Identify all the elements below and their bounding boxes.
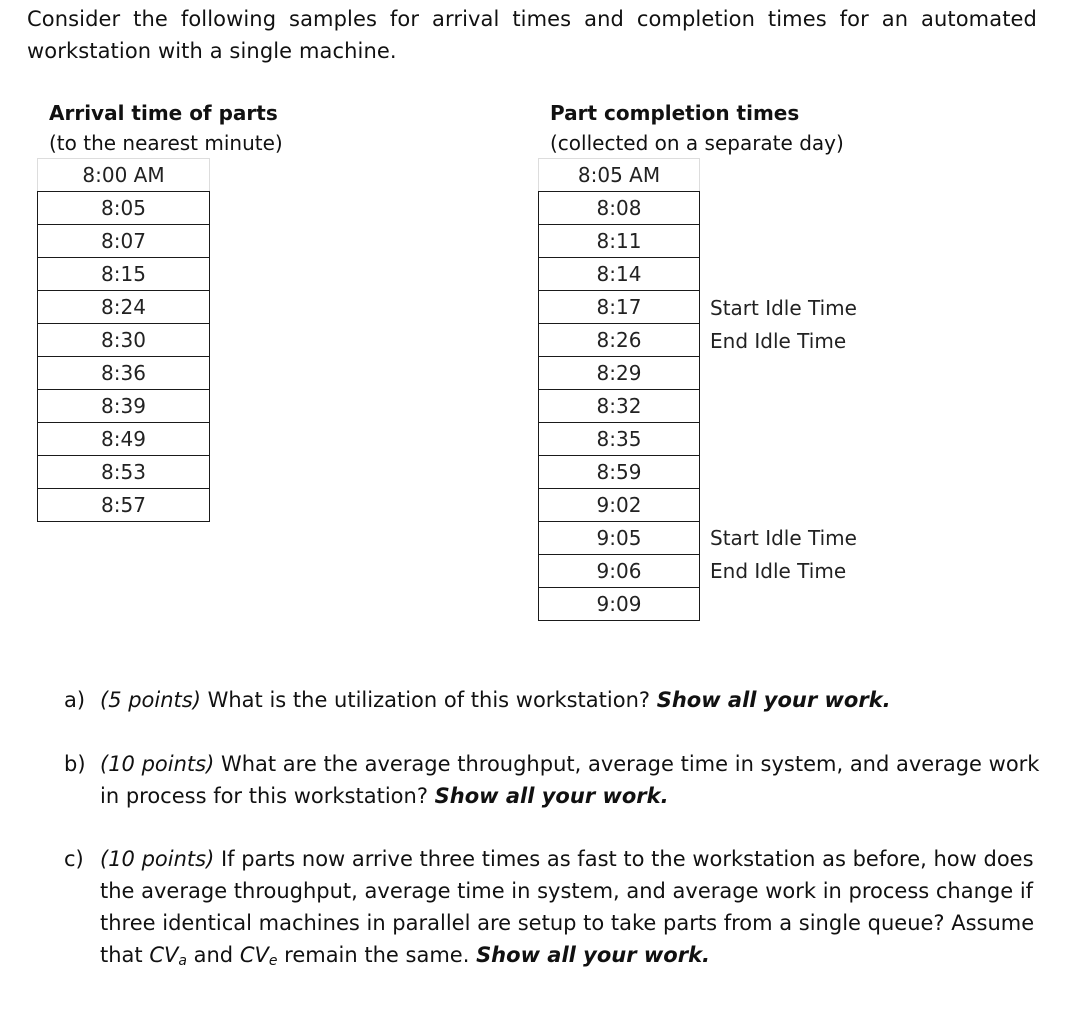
arrival-cell: 8:00 AM [38, 159, 210, 192]
completion-cell: 8:05 AM [539, 159, 700, 192]
table-row [38, 390, 210, 423]
completion-cell: 8:29 [539, 357, 700, 390]
question-points: (10 points) [100, 752, 215, 776]
table-row [539, 159, 700, 192]
arrival-cell: 8:05 [38, 192, 210, 225]
arrival-header [49, 98, 283, 158]
table-row [539, 192, 700, 225]
table-row [539, 390, 700, 423]
question-label: b) [64, 752, 86, 776]
table-row [539, 258, 700, 291]
cv-subscript: a [178, 953, 187, 969]
table-row [539, 291, 700, 324]
table-row [539, 522, 700, 555]
table-row [38, 159, 210, 192]
arrival-table [37, 158, 210, 522]
table-row [539, 225, 700, 258]
question-b [64, 748, 1040, 812]
completion-cell: 8:26 [539, 324, 700, 357]
completion-cell: 9:05 [539, 522, 700, 555]
table-row [539, 456, 700, 489]
table-row [539, 588, 700, 621]
table-row [38, 489, 210, 522]
question-points: (5 points) [100, 688, 201, 712]
end-idle-note: End Idle Time [710, 559, 847, 583]
question-text: What is the utilization of this workstation? [200, 688, 657, 712]
completion-cell: 8:59 [539, 456, 700, 489]
completion-cell: 8:14 [539, 258, 700, 291]
arrival-cell: 8:39 [38, 390, 210, 423]
completion-header [550, 98, 844, 158]
question-emphasis: Show all your work. [434, 784, 669, 808]
arrival-subtitle: (to the nearest minute) [49, 131, 283, 155]
arrival-cell: 8:53 [38, 456, 210, 489]
table-row [38, 324, 210, 357]
completion-cell: 8:35 [539, 423, 700, 456]
table-row [38, 225, 210, 258]
completion-cell: 8:11 [539, 225, 700, 258]
table-row [539, 555, 700, 588]
question-a [64, 684, 1040, 716]
completion-subtitle: (collected on a separate day) [550, 131, 844, 155]
question-emphasis: Show all your work. [476, 943, 711, 967]
end-idle-note: End Idle Time [710, 329, 847, 353]
completion-table [538, 158, 700, 621]
cv-symbol: CV [239, 943, 269, 967]
start-idle-note: Start Idle Time [710, 296, 857, 320]
table-row [539, 423, 700, 456]
question-emphasis: Show all your work. [656, 688, 891, 712]
arrival-cell: 8:30 [38, 324, 210, 357]
arrival-cell: 8:07 [38, 225, 210, 258]
question-label: a) [64, 688, 86, 712]
question-text: What are the average throughput, average time in system, and average work in process for this workstation? [100, 752, 1040, 808]
table-row [539, 324, 700, 357]
table-row [539, 489, 700, 522]
table-row [38, 357, 210, 390]
table-row [38, 192, 210, 225]
question-text: and [186, 943, 240, 967]
intro-paragraph: Consider the following samples for arrival times and completion times for an automated workstation with a single machine. [27, 7, 1037, 63]
start-idle-note: Start Idle Time [710, 526, 857, 550]
question-text: remain the same. [277, 943, 477, 967]
table-row [38, 423, 210, 456]
completion-title: Part completion times [550, 101, 800, 125]
completion-cell: 9:09 [539, 588, 700, 621]
cv-symbol: CV [149, 943, 179, 967]
completion-cell: 8:17 [539, 291, 700, 324]
completion-cell: 9:02 [539, 489, 700, 522]
arrival-cell: 8:57 [38, 489, 210, 522]
arrival-cell: 8:15 [38, 258, 210, 291]
question-text: If parts now arrive three times as fast to the workstation as before, how does the average throughput, average time in system, and average work in process change if three identical machines in parallel are setup to take parts from a single queue? Assume that [100, 847, 1035, 967]
arrival-cell: 8:36 [38, 357, 210, 390]
completion-cell: 8:08 [539, 192, 700, 225]
table-row [38, 258, 210, 291]
cv-subscript: e [268, 953, 278, 969]
table-row [539, 357, 700, 390]
arrival-cell: 8:24 [38, 291, 210, 324]
completion-cell: 9:06 [539, 555, 700, 588]
question-label: c) [64, 847, 84, 871]
arrival-title: Arrival time of parts [49, 101, 278, 125]
arrival-cell: 8:49 [38, 423, 210, 456]
question-points: (10 points) [100, 847, 215, 871]
completion-cell: 8:32 [539, 390, 700, 423]
table-row [38, 456, 210, 489]
question-c [64, 843, 1040, 971]
table-row [38, 291, 210, 324]
